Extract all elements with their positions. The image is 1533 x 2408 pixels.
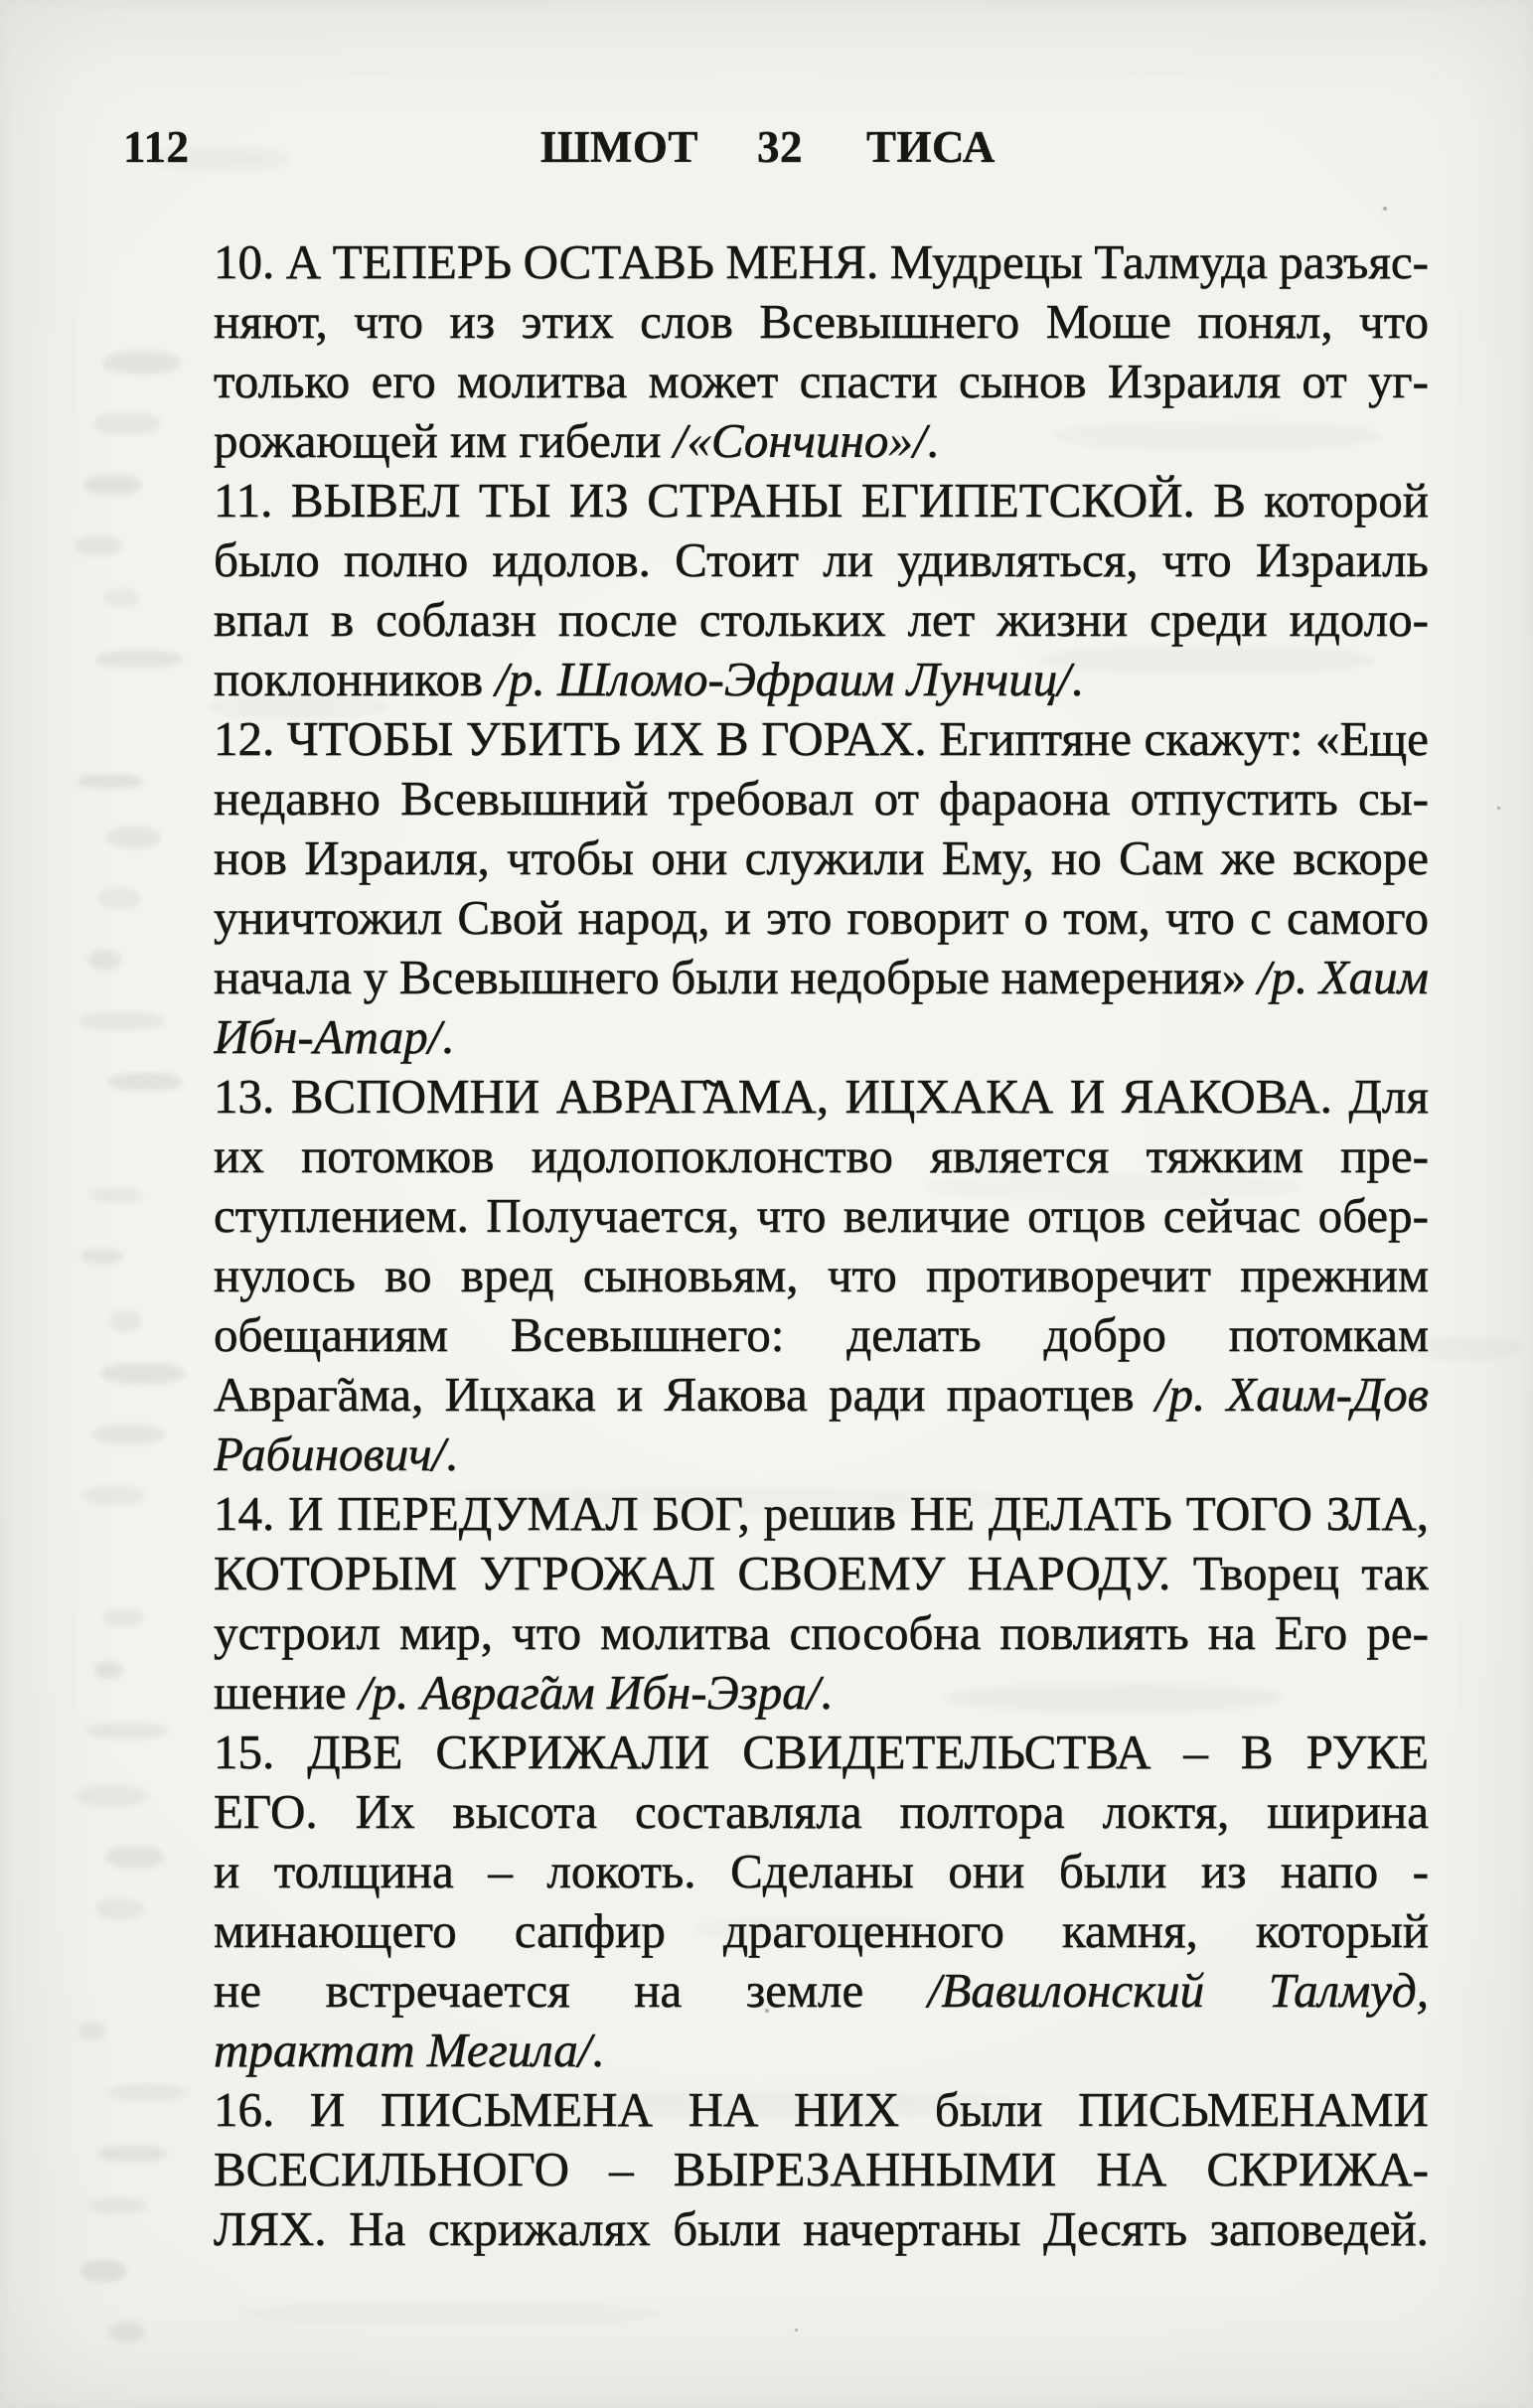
- bleed-through-artifact: [92, 1425, 165, 1444]
- bleed-through-artifact: [105, 1847, 165, 1868]
- bleed-through-artifact: [103, 1609, 143, 1626]
- text-line: 15. ДВЕ СКРИЖАЛИ СВИДЕТЕЛЬСТВА – В РУКЕ: [214, 1725, 1429, 1779]
- text-line: няют, что из этих слов Всевышнего Моше понял, что: [214, 294, 1429, 349]
- text-line: 11. ВЫВЕЛ ТЫ ИЗ СТРАНЫ ЕГИПЕТСКОЙ. В которой: [214, 473, 1429, 527]
- text-line: 10. А ТЕПЕРЬ ОСТАВЬ МЕНЯ. Мудрецы Талмуда разъяс-: [214, 234, 1429, 289]
- scan-speck: [795, 2329, 798, 2332]
- bleed-through-artifact: [84, 475, 141, 495]
- text-line: поклонников /р. Шломо-Эфраим Лунчиц/.: [214, 652, 1084, 706]
- paragraph-12: [214, 709, 1429, 1067]
- text-line: Авраг̃ама, Ицхака и Яакова ради праотцев /р. Хаим-Дов: [214, 1367, 1429, 1422]
- bleed-through-artifact: [78, 2023, 105, 2040]
- text-line: минающего сапфир драгоценного камня, который: [214, 1903, 1429, 1958]
- text-block: [214, 232, 1429, 2259]
- bleed-through-artifact: [77, 1785, 147, 1807]
- bleed-through-artifact: [79, 1011, 165, 1030]
- bleed-through-artifact: [95, 651, 183, 668]
- bleed-through-artifact: [93, 413, 161, 434]
- bleed-through-artifact: [94, 1662, 123, 1678]
- text-line: трактат Мегила/.: [214, 2023, 604, 2077]
- bleed-through-artifact: [238, 2303, 666, 2325]
- text-line: их потомков идолопоклонство является тяжким пре-: [214, 1129, 1429, 1183]
- text-line: 13. ВСПОМНИ АВРАГ̃АМА, ИЦХАКА И ЯАКОВА. Для: [214, 1069, 1429, 1124]
- text-line: впал в соблазн после стольких лет жизни среди идоло-: [214, 592, 1429, 647]
- text-line: нулось во вред сыновьям, что противоречит прежним: [214, 1248, 1429, 1302]
- bleed-through-artifact: [96, 1899, 145, 1919]
- text-line: недавно Всевышний требовал от фараона отпустить сы-: [214, 771, 1429, 826]
- bleed-through-artifact: [76, 536, 121, 555]
- text-line: КОТОРЫМ УГРОЖАЛ СВОЕМУ НАРОДУ. Творец так: [214, 1546, 1429, 1600]
- text-line: ЛЯХ. На скрижалях были начертаны Десять заповедей.: [214, 2201, 1429, 2256]
- bleed-through-artifact: [109, 2322, 145, 2342]
- bleed-through-artifact: [97, 888, 141, 909]
- text-line: нов Израиля, чтобы они служили Ему, но Сам же вскоре: [214, 830, 1429, 885]
- bleed-through-artifact: [101, 1363, 185, 1384]
- text-line: рожающей им гибели /«Сончино»/.: [214, 413, 939, 468]
- paragraph-11: [214, 471, 1429, 709]
- text-line: обещаниям Всевышнего: делать добро потомкам: [214, 1307, 1429, 1362]
- paragraph-10: [214, 232, 1429, 471]
- text-line: начала у Всевышнего были недобрые намерения» /р. Хаим: [214, 950, 1429, 1004]
- bleed-through-artifact: [98, 2146, 167, 2162]
- text-line: Ибн-Атар/.: [214, 1009, 454, 1064]
- text-line: ВСЕСИЛЬНОГО – ВЫРЕЗАННЫМИ НА СКРИЖА-: [214, 2142, 1429, 2196]
- text-line: ступлением. Получается, что величие отцов сейчас обер-: [214, 1188, 1429, 1243]
- bleed-through-artifact: [77, 774, 143, 789]
- text-line: только его молитва может спасти сынов Израиля от уг-: [214, 354, 1429, 408]
- bleed-through-artifact: [104, 589, 139, 607]
- bleed-through-artifact: [88, 950, 121, 970]
- text-line: уничтожил Свой народ, и это говорит о том, что с самого: [214, 890, 1429, 945]
- text-line: 14. И ПЕРЕДУМАЛ БОГ, решив НЕ ДЕЛАТЬ ТОГО ЗЛА,: [214, 1486, 1429, 1541]
- text-line: 12. ЧТОБЫ УБИТЬ ИХ В ГОРАХ. Египтяне скажут: «Еще: [214, 711, 1429, 766]
- bleed-through-artifact: [83, 1486, 145, 1505]
- paragraph-15: [214, 1723, 1429, 2080]
- page-number: 112: [123, 122, 190, 172]
- text-line: устроил мир, что молитва способна повлиять на Его ре-: [214, 1605, 1429, 1660]
- header-parsha-title: ТИСА: [866, 122, 996, 172]
- scan-speck: [1383, 207, 1387, 211]
- bleed-through-artifact: [80, 2260, 127, 2282]
- bleed-through-artifact: [89, 2198, 147, 2213]
- bleed-through-artifact: [90, 1187, 143, 1203]
- bleed-through-artifact: [108, 1073, 183, 1091]
- text-line: и толщина – локоть. Сделаны они были из напо -: [214, 1844, 1429, 1898]
- bleed-through-artifact: [106, 827, 161, 848]
- bleed-through-artifact: [85, 1724, 167, 1738]
- bleed-through-artifact: [81, 1249, 123, 1264]
- text-line: ЕГО. Их высота составляла полтора локтя, ширина: [214, 1784, 1429, 1839]
- paragraph-14: [214, 1484, 1429, 1723]
- bleed-through-artifact: [110, 1310, 141, 1332]
- text-line: Рабинович/.: [214, 1427, 458, 1481]
- header-book-title: ШМОТ: [540, 122, 698, 172]
- text-line: шение /р. Авраг̃ам Ибн-Эзра/.: [214, 1665, 833, 1720]
- bleed-through-artifact: [102, 352, 181, 374]
- text-line: 16. И ПИСЬМЕНА НА НИХ были ПИСЬМЕНАМИ: [214, 2082, 1429, 2137]
- scan-speck: [1497, 807, 1500, 810]
- text-line: было полно идолов. Стоит ли удивляться, что Израиль: [214, 532, 1429, 587]
- paragraph-13: [214, 1067, 1429, 1484]
- paragraph-16: [214, 2080, 1429, 2259]
- text-line: не встречается на земле /Вавилонский Талмуд,: [214, 1963, 1429, 2018]
- bleed-through-artifact: [107, 2084, 187, 2101]
- header-chapter-number: 32: [757, 122, 803, 172]
